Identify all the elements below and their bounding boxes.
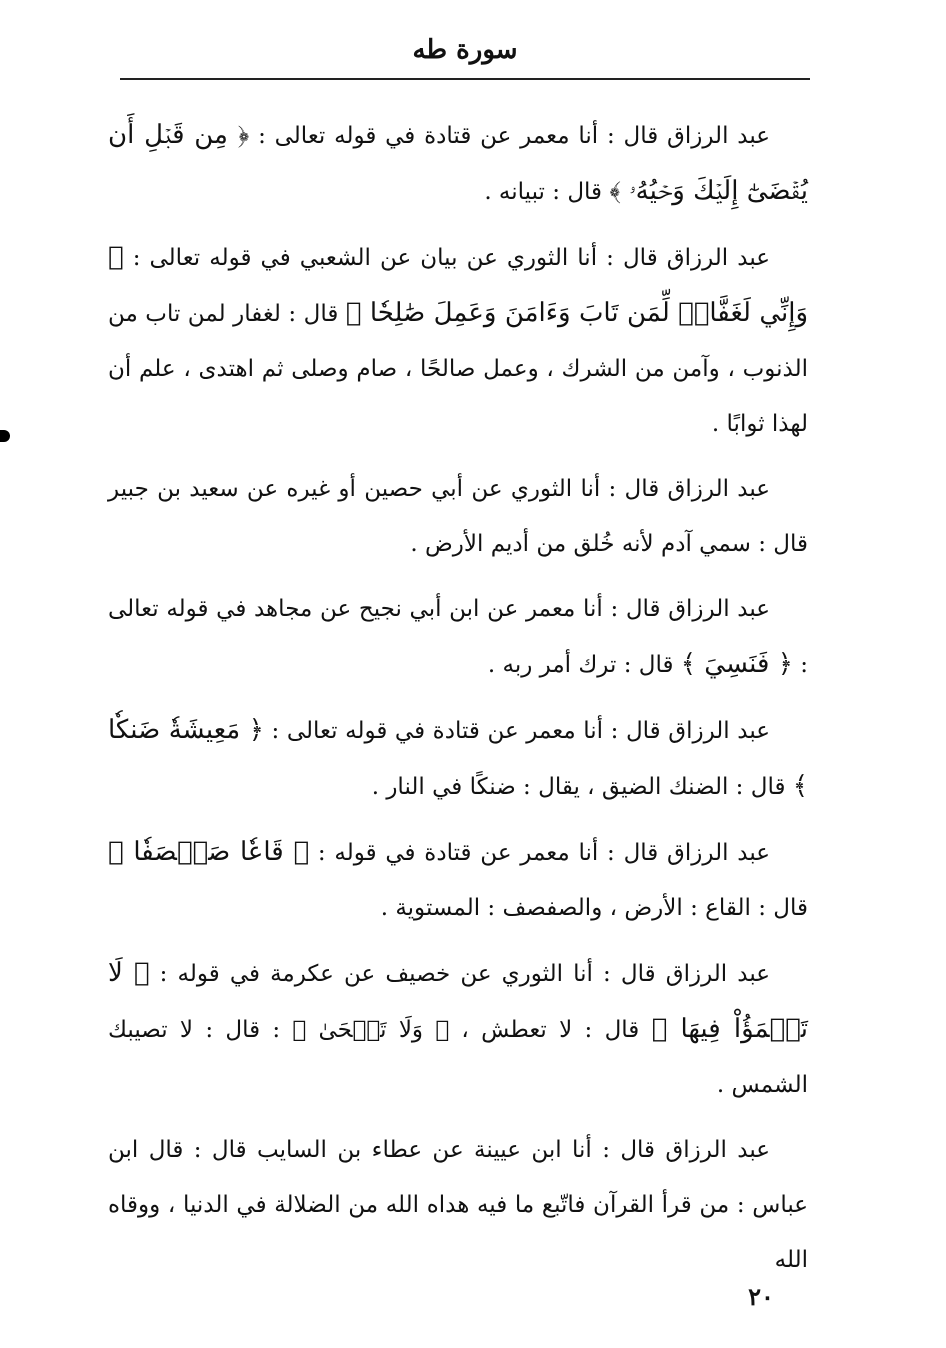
paragraph-text: عبد الرزاق قال : أنا معمر عن ابن أبي نجيح عن مجاهد في قوله تعالى : (108, 596, 808, 678)
paragraph-text: عبد الرزاق قال : أنا معمر عن قتادة في قوله تعالى : (271, 718, 770, 744)
paragraph-text: قال : ترك أمر ربه . (487, 652, 674, 678)
paragraph-text: عبد الرزاق قال : أنا الثوري عن بيان عن الشعبي في قوله تعالى : (132, 245, 770, 271)
paragraph-text: عبد الرزاق قال : أنا ابن عيينة عن عطاء بن السايب قال : قال ابن عباس : من قرأ القرآن فاتّبع ما فيه هداه الله من الضلالة في الدنيا ، ووقاه الله (108, 1137, 808, 1273)
page-header (120, 28, 810, 80)
paragraph-text: قال : الضنك الضيق ، يقال : ضنكًا في النار . (371, 774, 786, 800)
page-number: ٢٠ (748, 1282, 774, 1311)
quran-verse: ﴿ لَا تَظۡمَؤُاْ فِيهَا ﴾ (108, 958, 808, 1044)
paragraph-text: عبد الرزاق قال : أنا معمر عن قتادة في قوله : (317, 840, 770, 866)
paragraph-text: عبد الرزاق قال : أنا معمر عن قتادة في قوله تعالى : (258, 123, 770, 149)
quran-verse: ﴿ وَإِنِّي لَغَفَّارٞ لِّمَن تَابَ وَءَامَنَ وَعَمِلَ صَٰلِحٗا ﴾ (108, 242, 809, 328)
paragraph-1 (108, 108, 808, 220)
quran-verse: ﴿ فَنَسِيَ ﴾ (680, 649, 793, 679)
paragraph-8 (108, 1123, 808, 1288)
paragraph-text: قال : القاع : الأرض ، والصفصف : المستوية . (380, 895, 808, 921)
paragraph-text: قال : لغفار لمن تاب من الذنوب ، وآمن من الشرك ، وعمل صالحًا ، صام وصلى ثم اهتدى ، علم أن لهذا ثوابًا . (108, 301, 808, 437)
quran-verse: ﴿ مِن قَبۡلِ أَن يُقۡضَىٰٓ إِلَيۡكَ وَحۡيُهُۥ ﴾ (108, 120, 808, 206)
paragraph-5 (108, 703, 808, 815)
quran-verse: ﴿ مَعِيشَةٗ ضَنكٗا ﴾ (108, 715, 808, 801)
page-body (108, 108, 808, 1298)
paragraph-text: عبد الرزاق قال : أنا الثوري عن أبي حصين أو غيره عن سعيد بن جبير قال : سمي آدم لأنه خُلق من أديم الأرض . (108, 476, 808, 557)
paragraph-3 (108, 462, 808, 572)
paragraph-text: قال : لا تعطش ، ﴿ وَلَا تَضۡحَىٰ ﴾ : قال : لا تصيبك الشمس . (108, 1017, 808, 1098)
paragraph-7 (108, 946, 808, 1113)
quran-verse: ﴿ قَاعٗا صَفۡصَفٗا ﴾ (108, 837, 310, 867)
paragraph-text: قال : تبيانه . (484, 179, 603, 205)
page-title: سورة طه (412, 35, 518, 65)
paragraph-text: عبد الرزاق قال : أنا الثوري عن خصيف عن عكرمة في قوله : (159, 961, 771, 987)
paragraph-2 (108, 230, 808, 452)
paragraph-4 (108, 582, 808, 693)
paragraph-6 (108, 825, 808, 936)
margin-ink-mark (0, 430, 10, 442)
